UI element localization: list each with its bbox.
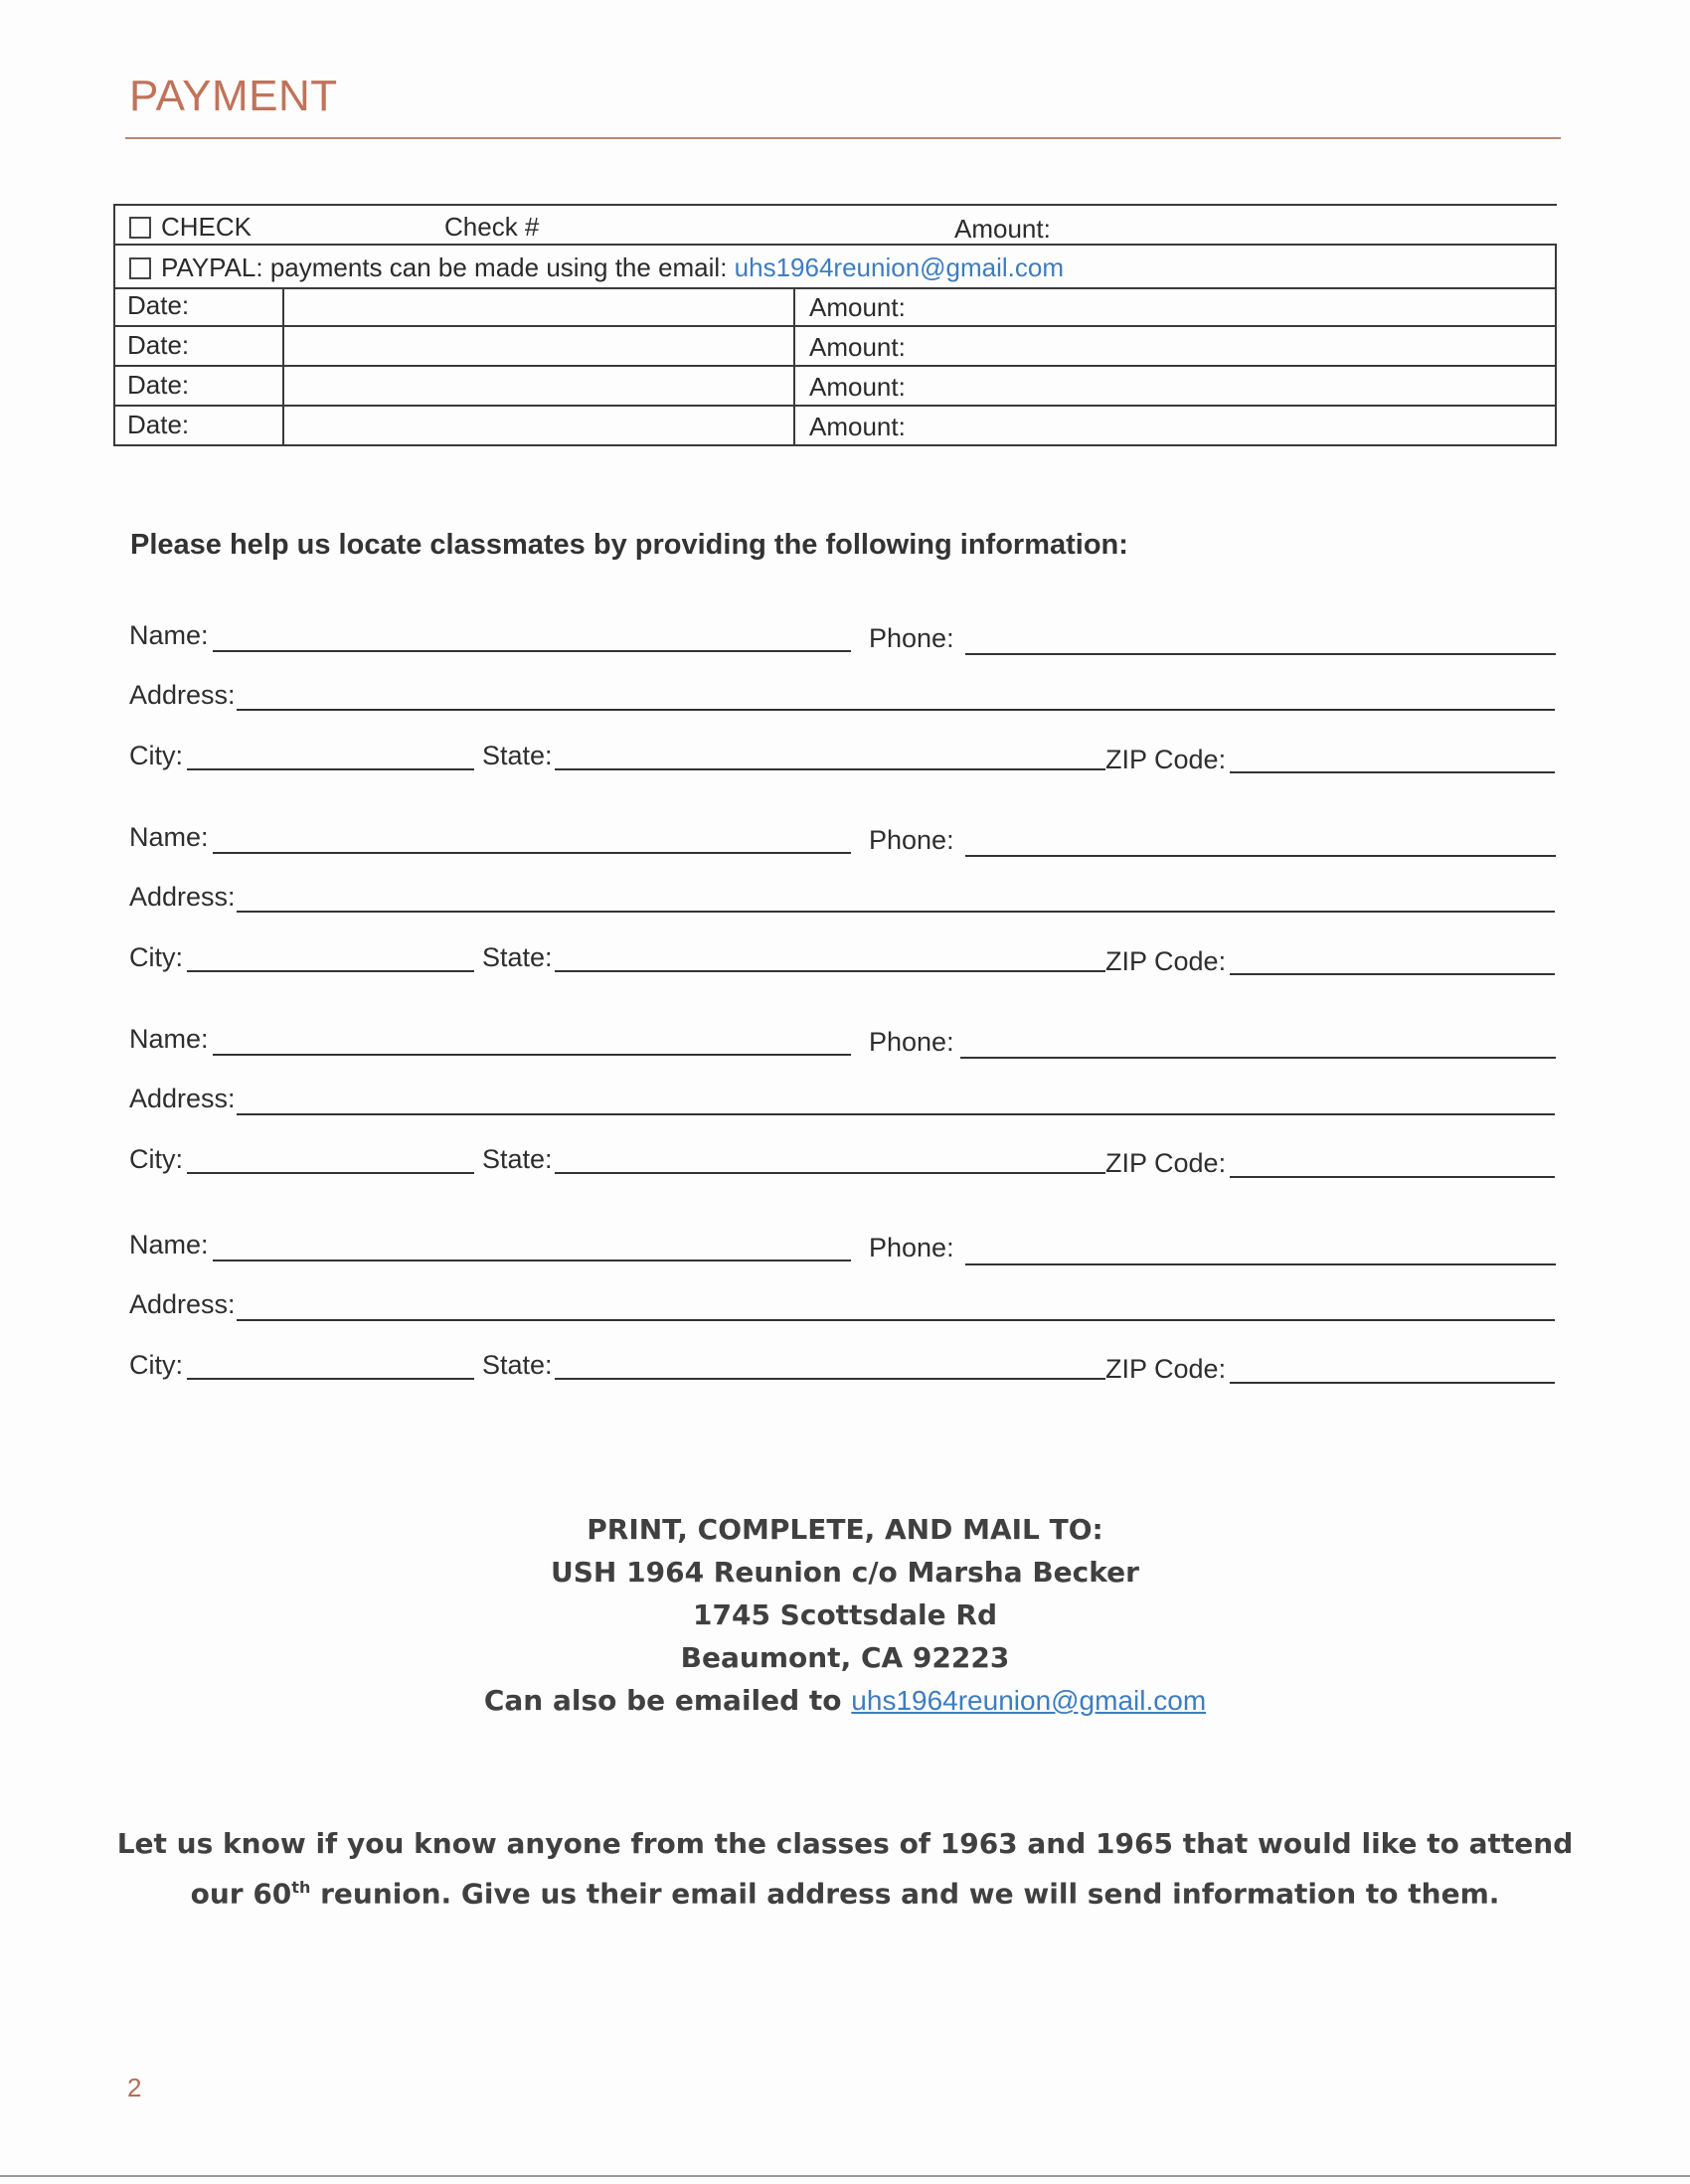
state-label: State: xyxy=(482,1350,553,1380)
phone-field[interactable] xyxy=(965,855,1556,857)
phone-field[interactable] xyxy=(960,1057,1556,1059)
state-label: State: xyxy=(482,942,553,972)
reunion-note xyxy=(0,1822,1690,1916)
check-number-label: Check # xyxy=(444,212,540,242)
page-title: PAYMENT xyxy=(129,72,338,120)
phone-label: Phone: xyxy=(869,623,954,653)
state-field[interactable] xyxy=(555,1172,1105,1174)
date-input[interactable] xyxy=(284,367,795,405)
checkbox-icon[interactable] xyxy=(129,257,151,279)
payment-row xyxy=(113,287,1557,327)
amount-label[interactable]: Amount: xyxy=(809,332,906,362)
address-label: Address: xyxy=(129,1289,236,1319)
name-label: Name: xyxy=(129,1024,209,1054)
date-input[interactable] xyxy=(284,407,795,444)
zip-label: ZIP Code: xyxy=(1105,745,1227,774)
name-field[interactable] xyxy=(213,1260,851,1261)
email-link[interactable]: uhs1964reunion@gmail.com xyxy=(851,1685,1207,1716)
page-number: 2 xyxy=(127,2073,142,2102)
phone-label: Phone: xyxy=(869,1027,954,1057)
email-prefix: Can also be emailed to xyxy=(483,1684,852,1717)
city-label: City: xyxy=(129,1144,183,1174)
locate-heading: Please help us locate classmates by providing the following information: xyxy=(130,529,1128,561)
note-line-2 xyxy=(0,1866,1690,1916)
paypal-row xyxy=(113,244,1557,289)
note-line-2-pre: our 60 xyxy=(190,1877,292,1911)
check-row xyxy=(113,204,1557,246)
phone-label: Phone: xyxy=(869,825,954,855)
address-label: Address: xyxy=(129,680,236,710)
city-field[interactable] xyxy=(187,768,474,770)
phone-field[interactable] xyxy=(965,1263,1556,1265)
state-field[interactable] xyxy=(555,1378,1105,1380)
name-field[interactable] xyxy=(213,1054,851,1056)
ordinal-suffix: th xyxy=(291,1878,311,1897)
address-label: Address: xyxy=(129,1084,236,1113)
amount-label[interactable]: Amount: xyxy=(809,372,906,402)
city-label: City: xyxy=(129,741,183,770)
phone-field[interactable] xyxy=(965,653,1556,655)
title-divider xyxy=(125,137,1561,139)
mail-recipient: USH 1964 Reunion c/o Marsha Becker xyxy=(551,1556,1139,1589)
amount-label[interactable]: Amount: xyxy=(809,412,906,441)
note-line-2-post: reunion. Give us their email address and we will send information to them. xyxy=(310,1877,1500,1911)
city-field[interactable] xyxy=(187,970,474,972)
date-label: Date: xyxy=(115,367,284,405)
check-amount-label: Amount: xyxy=(954,214,1051,244)
date-label: Date: xyxy=(115,407,284,444)
name-field[interactable] xyxy=(213,852,851,854)
mail-street: 1745 Scottsdale Rd xyxy=(693,1598,997,1631)
address-field[interactable] xyxy=(237,1319,1555,1321)
note-line-1: Let us know if you know anyone from the classes of 1963 and 1965 that would like to attend xyxy=(116,1827,1574,1860)
address-field[interactable] xyxy=(237,709,1555,711)
city-field[interactable] xyxy=(187,1172,474,1174)
paypal-email-link[interactable]: uhs1964reunion@gmail.com xyxy=(734,252,1065,282)
name-label: Name: xyxy=(129,1230,209,1260)
payment-row xyxy=(113,407,1557,446)
zip-field[interactable] xyxy=(1230,771,1555,773)
zip-label: ZIP Code: xyxy=(1105,1148,1227,1178)
phone-label: Phone: xyxy=(869,1233,954,1262)
name-label: Name: xyxy=(129,620,209,650)
name-field[interactable] xyxy=(213,650,851,652)
state-label: State: xyxy=(482,741,553,770)
payment-row xyxy=(113,367,1557,407)
zip-field[interactable] xyxy=(1230,1176,1555,1178)
page-edge xyxy=(0,2175,1690,2177)
name-label: Name: xyxy=(129,822,209,852)
checkbox-icon[interactable] xyxy=(129,217,151,239)
mail-email-line xyxy=(0,1679,1690,1722)
address-label: Address: xyxy=(129,882,236,912)
state-label: State: xyxy=(482,1144,553,1174)
check-option[interactable] xyxy=(129,212,252,243)
date-input[interactable] xyxy=(284,287,795,325)
mail-heading: PRINT, COMPLETE, AND MAIL TO: xyxy=(587,1513,1103,1546)
address-field[interactable] xyxy=(237,1113,1555,1115)
paypal-label: PAYPAL: payments can be made using the email: xyxy=(161,252,735,282)
zip-field[interactable] xyxy=(1230,1382,1555,1384)
zip-field[interactable] xyxy=(1230,973,1555,975)
mailing-instructions xyxy=(0,1508,1690,1722)
city-label: City: xyxy=(129,1350,183,1380)
payment-row xyxy=(113,327,1557,367)
state-field[interactable] xyxy=(555,970,1105,972)
city-field[interactable] xyxy=(187,1378,474,1380)
zip-label: ZIP Code: xyxy=(1105,946,1227,976)
zip-label: ZIP Code: xyxy=(1105,1354,1227,1384)
date-input[interactable] xyxy=(284,327,795,365)
city-label: City: xyxy=(129,942,183,972)
state-field[interactable] xyxy=(555,768,1105,770)
date-label: Date: xyxy=(115,327,284,365)
date-label: Date: xyxy=(115,287,284,325)
paypal-option[interactable] xyxy=(129,252,1064,283)
mail-city-state-zip: Beaumont, CA 92223 xyxy=(680,1641,1010,1674)
address-field[interactable] xyxy=(237,911,1555,913)
amount-label[interactable]: Amount: xyxy=(809,292,906,322)
check-label: CHECK xyxy=(161,212,253,242)
